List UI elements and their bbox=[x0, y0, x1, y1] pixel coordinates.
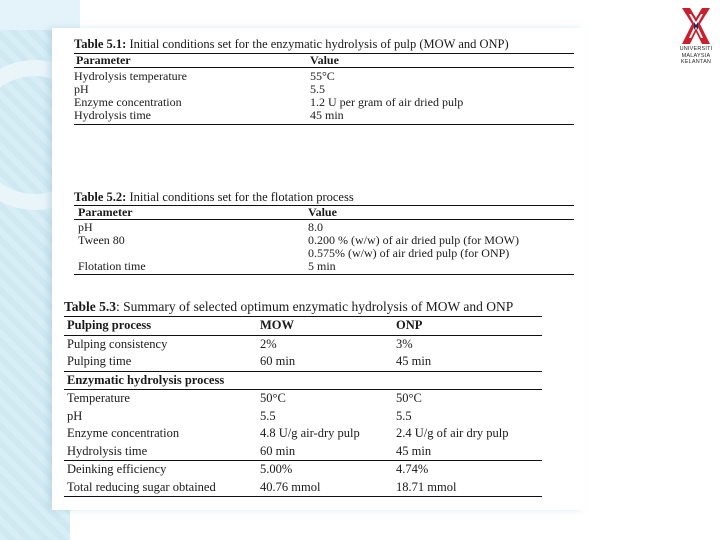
table-row bbox=[64, 461, 542, 479]
logo-line-1: UNIVERSITI bbox=[679, 46, 713, 52]
table-row bbox=[64, 353, 542, 371]
table-cell: 60 min bbox=[260, 443, 396, 461]
table-row bbox=[74, 109, 574, 125]
table-5-1 bbox=[74, 38, 574, 125]
table-cell: 40.76 mmol bbox=[260, 479, 396, 497]
table-cell: 55°C bbox=[310, 69, 335, 83]
table-cell: Hydrolysis temperature bbox=[74, 69, 187, 83]
table-5-2-label: Table 5.2: bbox=[74, 190, 127, 204]
table-row bbox=[64, 408, 542, 426]
logo-line-2: MALAYSIA bbox=[681, 52, 711, 59]
table-cell: 5.5 bbox=[310, 82, 325, 96]
table-5-1-label: Table 5.1: bbox=[74, 37, 127, 51]
table-cell: 8.0 bbox=[308, 220, 323, 234]
table-5-2-caption bbox=[74, 191, 574, 204]
table-5-1-grid bbox=[74, 53, 574, 125]
university-logo bbox=[674, 6, 718, 76]
table-cell: 5.00% bbox=[260, 462, 293, 476]
table-5-3-header-onp: ONP bbox=[396, 317, 542, 336]
table-row bbox=[64, 443, 542, 461]
umk-emblem-icon bbox=[679, 6, 713, 46]
table-5-2 bbox=[74, 191, 574, 275]
table-row bbox=[74, 220, 574, 235]
table-cell: 3% bbox=[396, 336, 413, 351]
table-cell: 5.5 bbox=[396, 408, 412, 423]
table-cell: Pulping time bbox=[64, 353, 260, 371]
table-cell: pH bbox=[74, 82, 89, 96]
table-cell: 5.5 bbox=[260, 408, 276, 423]
table-cell: Hydrolysis time bbox=[64, 443, 260, 461]
table-5-2-header-value: Value bbox=[308, 206, 574, 220]
table-5-3-header-mow: MOW bbox=[260, 317, 396, 336]
table-5-3-header-process: Pulping process bbox=[64, 317, 260, 336]
table-cell: 45 min bbox=[396, 443, 542, 461]
table-5-3-caption bbox=[64, 299, 542, 315]
table-5-2-header-parameter: Parameter bbox=[74, 206, 308, 220]
table-5-3-grid bbox=[64, 316, 542, 497]
table-5-1-title: Initial conditions set for the enzymatic hydrolysis of pulp (MOW and ONP) bbox=[126, 37, 509, 51]
background-top bbox=[0, 0, 80, 30]
table-row bbox=[64, 390, 542, 408]
table-5-1-header-value: Value bbox=[310, 54, 574, 68]
table-5-2-grid bbox=[74, 205, 574, 275]
table-row bbox=[74, 68, 574, 84]
table-cell: 4.74% bbox=[396, 462, 429, 476]
table-5-3 bbox=[64, 299, 542, 497]
table-cell: Enzyme concentration bbox=[74, 95, 182, 109]
table-5-2-title: Initial conditions set for the flotation process bbox=[126, 190, 354, 204]
table-cell: 1.2 U per gram of air dried pulp bbox=[310, 95, 464, 109]
table-5-1-caption bbox=[74, 38, 574, 51]
table-5-3-title: : Summary of selected optimum enzymatic hydrolysis of MOW and ONP bbox=[116, 299, 514, 314]
table-cell: 2% bbox=[260, 336, 277, 351]
table-cell: Deinking efficiency bbox=[67, 462, 167, 476]
table-cell: Pulping consistency bbox=[67, 336, 168, 351]
section-label: Enzymatic hydrolysis process bbox=[64, 371, 542, 390]
table-cell: 0.200 % (w/w) of air dried pulp (for MOW) bbox=[308, 233, 519, 247]
table-cell: 60 min bbox=[260, 353, 396, 371]
table-cell: 45 min bbox=[310, 109, 574, 125]
table-cell: 45 min bbox=[396, 353, 542, 371]
table-row bbox=[64, 335, 542, 353]
table-cell: 2.4 U/g of air dry pulp bbox=[396, 426, 509, 440]
table-cell: 5 min bbox=[308, 260, 574, 275]
table-row bbox=[64, 425, 542, 443]
table-row bbox=[64, 479, 542, 497]
section-row bbox=[64, 371, 542, 390]
table-5-3-label: Table 5.3 bbox=[64, 299, 117, 314]
table-cell: pH bbox=[67, 408, 83, 423]
table-cell: Enzyme concentration bbox=[67, 426, 180, 440]
table-5-1-header-parameter: Parameter bbox=[74, 54, 310, 68]
table-cell: Flotation time bbox=[74, 260, 308, 275]
table-cell: Temperature bbox=[67, 391, 130, 405]
table-cell: Hydrolysis time bbox=[74, 109, 310, 125]
table-cell: 18.71 mmol bbox=[396, 479, 542, 497]
logo-line-3: KELANTAN bbox=[680, 59, 712, 65]
table-cell: pH bbox=[78, 220, 93, 234]
table-row bbox=[74, 260, 574, 275]
table-cell: 50°C bbox=[260, 391, 286, 405]
table-cell: 50°C bbox=[396, 391, 422, 405]
table-cell: Total reducing sugar obtained bbox=[64, 479, 260, 497]
table-cell: 4.8 U/g air-dry pulp bbox=[260, 426, 360, 440]
table-cell: Tween 80 bbox=[78, 233, 125, 247]
table-cell: 0.575% (w/w) of air dried pulp (for ONP) bbox=[308, 246, 510, 260]
